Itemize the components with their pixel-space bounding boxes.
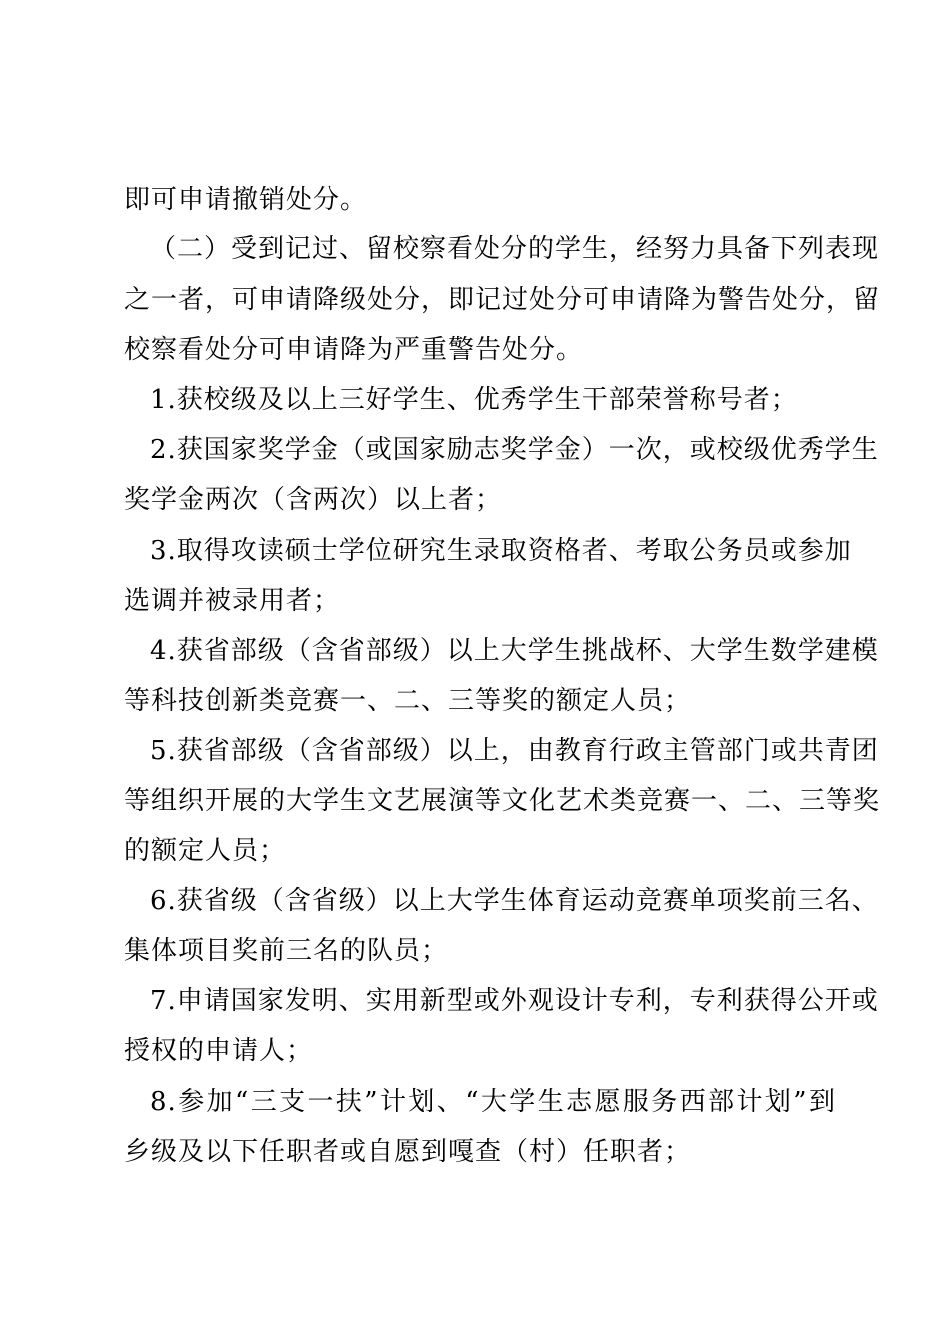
- list-item: 4.获省部级（含省部级）以上大学生挑战杯、大学生数学建模: [150, 636, 879, 666]
- list-item: 5.获省部级（含省部级）以上，由教育行政主管部门或共青团: [150, 736, 879, 766]
- text-line: 集体项目奖前三名的队员；: [124, 936, 449, 966]
- text-line: 奖学金两次（含两次）以上者；: [124, 485, 503, 515]
- text-line: 等组织开展的大学生文艺展演等文化艺术类竞赛一、二、三等奖: [124, 786, 881, 816]
- text-line: 乡级及以下任职者或自愿到嘎查（村）任职者；: [124, 1137, 692, 1167]
- list-item: 8.参加“三支一扶”计划、“大学生志愿服务西部计划”到: [150, 1087, 836, 1117]
- list-item: 1.获校级及以上三好学生、优秀学生干部荣誉称号者；: [150, 385, 798, 415]
- text-line: 等科技创新类竞赛一、二、三等奖的额定人员；: [124, 686, 692, 716]
- list-item: 2.获国家奖学金（或国家励志奖学金）一次，或校级优秀学生: [150, 435, 879, 465]
- text-line: 选调并被录用者；: [124, 586, 341, 616]
- section-heading: （二）受到记过、留校察看处分的学生，经努力具备下列表现: [150, 234, 880, 264]
- list-item: 6.获省级（含省级）以上大学生体育运动竞赛单项奖前三名、: [150, 886, 879, 916]
- text-line: 即可申请撤销处分。: [124, 185, 368, 215]
- text-line: 授权的申请人；: [124, 1036, 314, 1066]
- text-line: 的额定人员；: [124, 836, 287, 866]
- text-line: 之一者，可申请降级处分，即记过处分可申请降为警告处分，留: [124, 285, 881, 315]
- list-item: 3.取得攻读硕士学位研究生录取资格者、考取公务员或参加: [150, 536, 852, 566]
- text-line: 校察看处分可申请降为严重警告处分。: [124, 335, 584, 365]
- list-item: 7.申请国家发明、实用新型或外观设计专利，专利获得公开或: [150, 986, 879, 1016]
